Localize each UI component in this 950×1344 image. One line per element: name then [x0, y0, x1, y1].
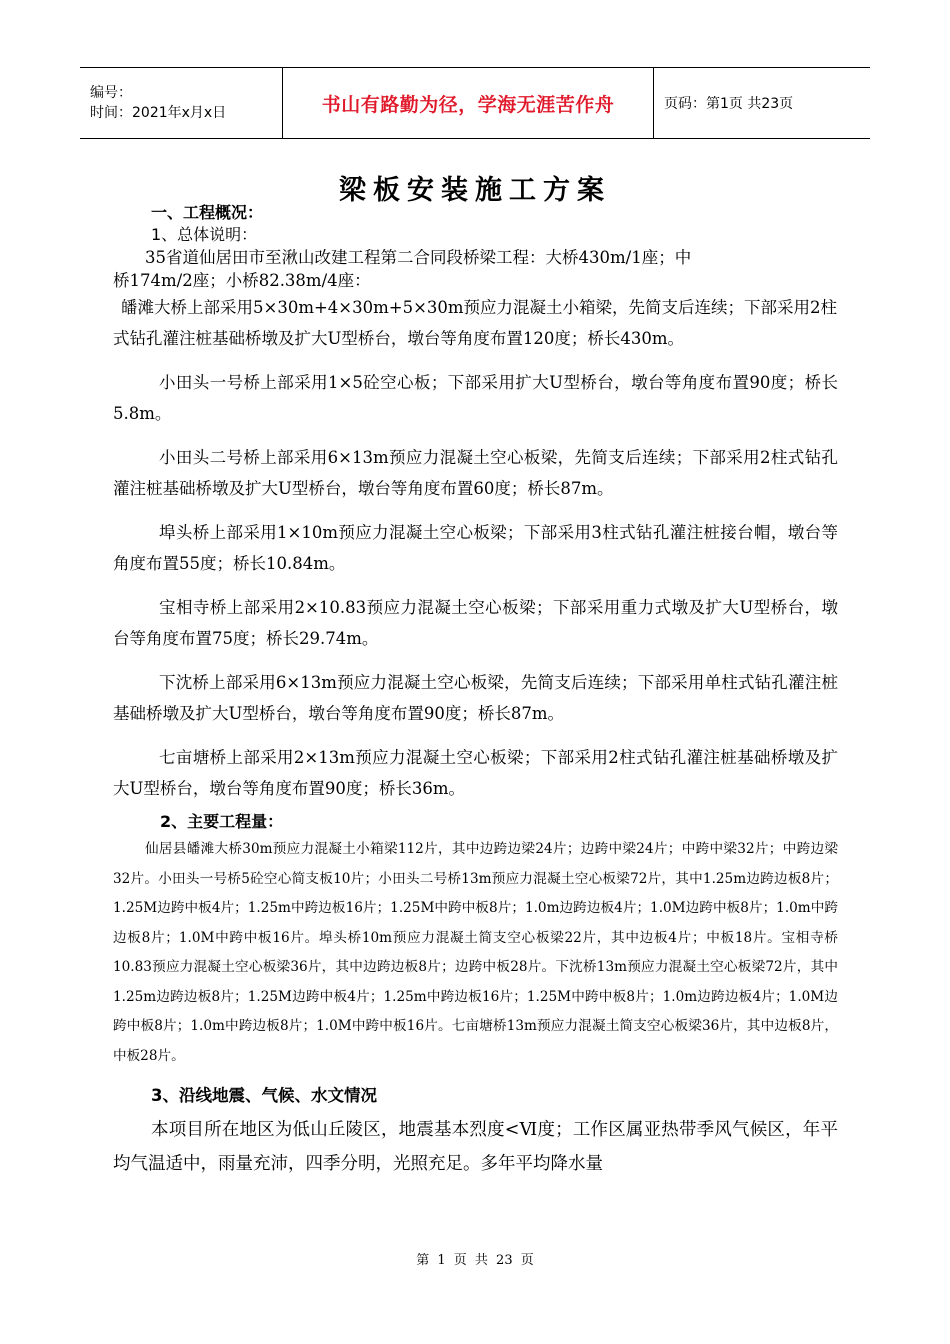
section-1-subheading: 1、总体说明：: [151, 225, 258, 244]
page-header: [80, 67, 870, 139]
intro-line-2: 桥174m/2座；小桥82.38m/4座：: [113, 271, 371, 290]
section-1-heading: 一、工程概况：: [151, 203, 264, 222]
time-label: 时间：2021年x月x日: [90, 105, 227, 121]
section-2-heading: 2、主要工程量：: [160, 812, 284, 831]
paragraph-quantities: 仙居县皤滩大桥30m预应力混凝土小箱梁112片，其中边跨边梁24片；边跨中梁24片；中跨中梁32片；中跨边梁32片。小田头一号桥5砼空心简支板10片；小田头二号桥13m预应力混凝土空心板梁72片，其中1.25m边跨边板8片；1.25M边跨中板4片；1.25m中跨边板16片；1.25M中跨中板8片；1.0m边跨边板4片；1.0M边跨中板8片；1.0m中跨边板8片；1.0M中跨中板16片。埠头桥10m预应力混凝土简支空心板梁22片，其中边板4片；中板18片。宝相寺桥10.83预应力混凝土空心板梁36片，其中边跨边板8片；边跨中板28片。下沈桥13m预应力混凝土空心板梁72片，其中1.25m边跨边板8片；1.25M边跨中板4片；1.25m中跨边板16片；1.25M中跨中板8片；1.0m边跨边板4片；1.0M边跨中板8片；1.0m中跨边板8片；1.0M中跨中板16片。七亩塘桥13m预应力混凝土简支空心板梁36片，其中边板8片，中板28片。: [113, 841, 838, 1064]
code-label: 编号：: [90, 85, 132, 101]
paragraph-butou-bridge: 埠头桥上部采用1×10m预应力混凝土空心板梁；下部采用3柱式钻孔灌注桩接台帽，墩台等角度布置55度；桥长10.84m。: [113, 523, 838, 573]
section-3-heading: 3、沿线地震、气候、水文情况: [151, 1086, 377, 1105]
document-body: [113, 202, 838, 1181]
page-footer: 第 1 页 共 23 页: [416, 1253, 534, 1268]
paragraph-baoxiang-bridge: 宝相寺桥上部采用2×10.83预应力混凝土空心板梁；下部采用重力式墩及扩大U型桥台，墩台等角度布置75度；桥长29.74m。: [113, 598, 838, 648]
motto-text: 书山有路勤为径，学海无涯苦作舟: [321, 93, 615, 116]
paragraph-qimu-bridge: 七亩塘桥上部采用2×13m预应力混凝土空心板梁；下部采用2柱式钻孔灌注桩基础桥墩及扩大U型桥台，墩台等角度布置90度；桥长36m。: [113, 748, 838, 798]
header-left-cell: [80, 68, 282, 138]
paragraph-xiaotian-1-bridge: 小田头一号桥上部采用1×5砼空心板；下部采用扩大U型桥台，墩台等角度布置90度；桥长5.8m。: [113, 373, 838, 423]
document-title: 梁板安装施工方案: [339, 175, 611, 206]
paragraph-fantan-bridge: 皤滩大桥上部采用5×30m+4×30m+5×30m预应力混凝土小箱梁，先简支后连续；下部采用2柱式钻孔灌注桩基础桥墩及扩大U型桥台，墩台等角度布置120度；桥长430m。: [113, 298, 838, 348]
header-page-cell: [654, 68, 870, 138]
intro-line-1: 35省道仙居田市至湫山改建工程第二合同段桥梁工程：大桥430m/1座；中: [145, 248, 692, 267]
paragraph-climate: 本项目所在地区为低山丘陵区，地震基本烈度<Ⅵ度；工作区属亚热带季风气候区，年平均气温适中，雨量充沛，四季分明，光照充足。多年平均降水量: [113, 1120, 838, 1174]
paragraph-xiashen-bridge: 下沈桥上部采用6×13m预应力混凝土空心板梁，先简支后连续；下部采用单柱式钻孔灌注桩基础桥墩及扩大U型桥台，墩台等角度布置90度；桥长87m。: [113, 673, 838, 723]
header-motto-cell: [282, 68, 654, 138]
paragraph-xiaotian-2-bridge: 小田头二号桥上部采用6×13m预应力混凝土空心板梁，先简支后连续；下部采用2柱式钻孔灌注桩基础桥墩及扩大U型桥台，墩台等角度布置60度；桥长87m。: [113, 448, 838, 498]
page-number-label: 页码：第1页 共23页: [664, 96, 794, 112]
